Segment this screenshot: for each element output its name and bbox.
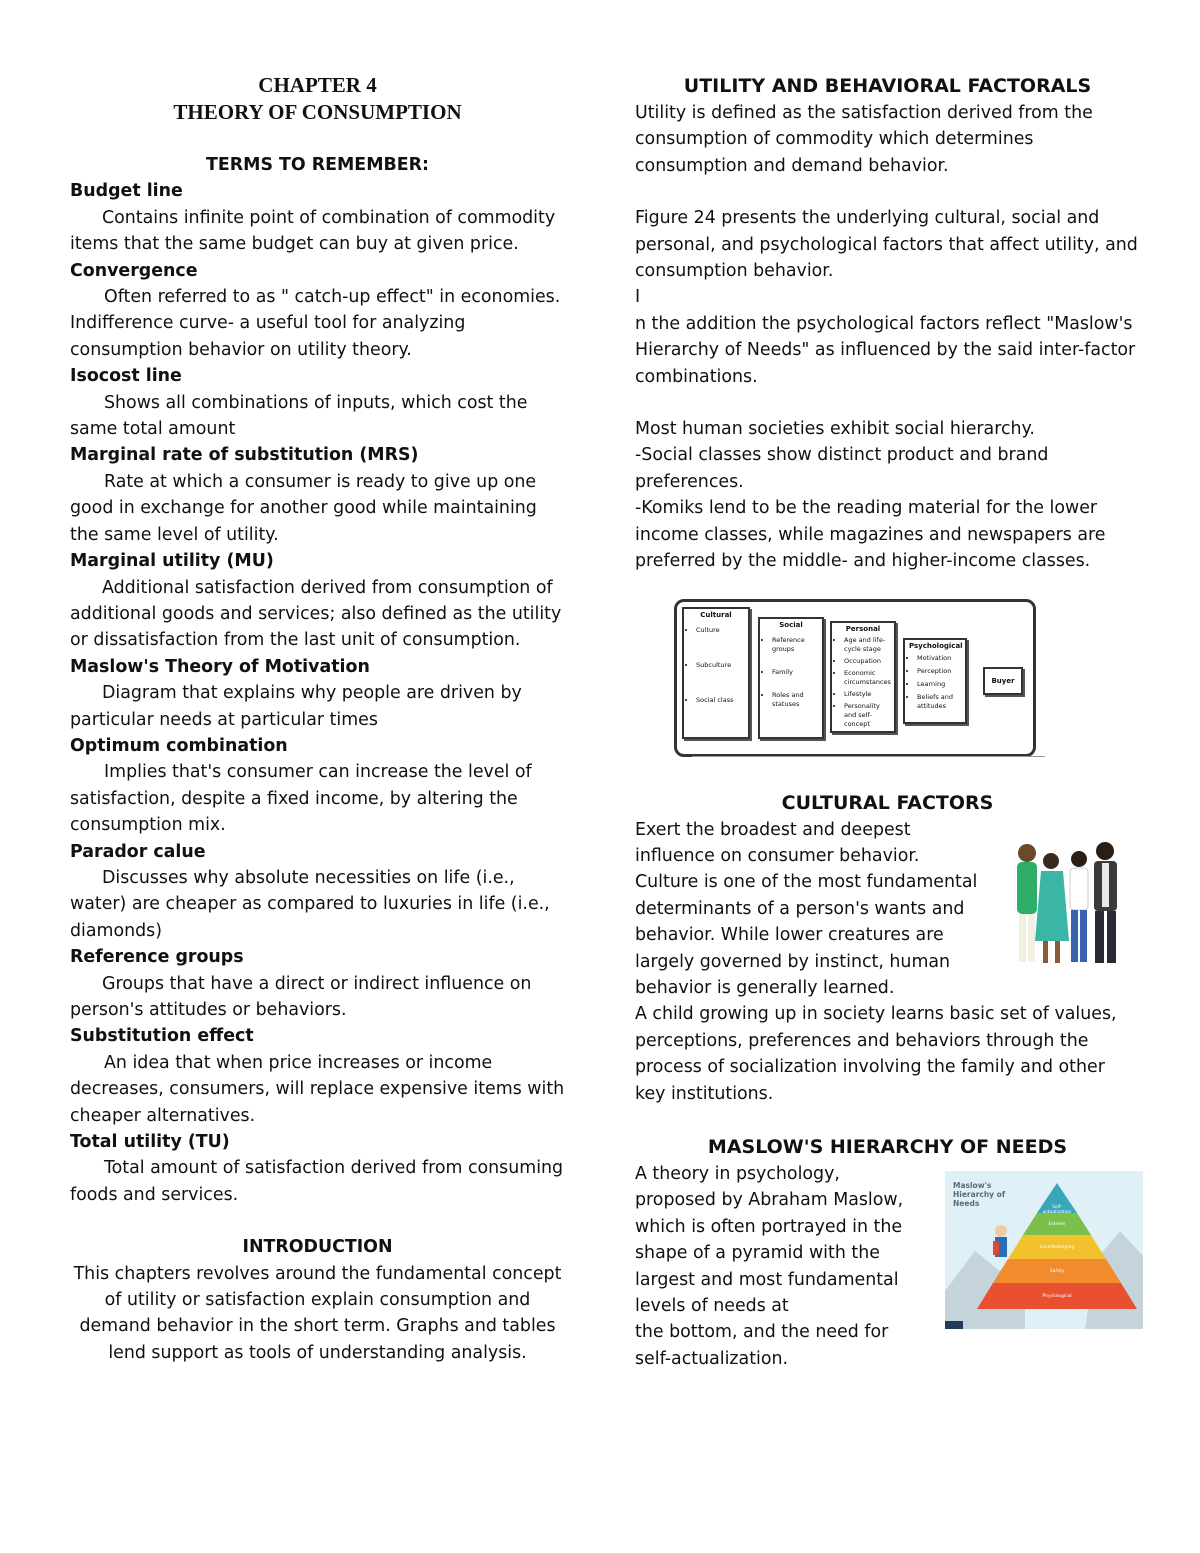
term-isocost-line: Isocost line	[70, 366, 182, 387]
indifference-curve-text: Indifference curve- a useful tool for analyzing consumption behavior on utility theory.	[70, 313, 466, 360]
social-item: • Roles and statuses	[772, 691, 818, 709]
cultural-paragraph-3: A child growing up in society learns basic set of values, perceptions, preferences and behaviors through the process of socialization involving the family and other key institutions.	[635, 1004, 1117, 1104]
utility-paragraph-1: Utility is defined as the satisfaction derived from the consumption of commodity which determines consumption and demand behavior.	[635, 103, 1093, 176]
psychological-item: • Beliefs and attitudes	[917, 693, 961, 711]
chapter-number: CHAPTER 4	[258, 73, 377, 97]
buyer-box-label: Buyer	[991, 676, 1015, 685]
maslow-paragraph-2: the bottom, and the need for self-actualization.	[635, 1322, 889, 1369]
terms-heading: TERMS TO REMEMBER:	[206, 155, 429, 175]
figure-baseline	[692, 756, 1045, 757]
figure-24-diagram	[670, 593, 1045, 763]
psychological-box-title: Psychological	[909, 641, 963, 650]
def-reference-groups: Groups that have a direct or indirect influence on person's attitudes or behaviors.	[70, 973, 532, 1020]
social-box-title: Social	[779, 620, 803, 629]
maslow-level-label: Safety	[1049, 1268, 1065, 1274]
term-convergence: Convergence	[70, 260, 198, 281]
introduction-heading: INTRODUCTION	[242, 1237, 393, 1258]
term-mu: Marginal utility (MU)	[70, 551, 274, 572]
maslow-pyramid-image	[945, 1171, 1143, 1329]
cultural-item: • Culture	[696, 626, 744, 635]
def-total-utility: Total amount of satisfaction derived from consuming foods and services.	[70, 1158, 564, 1205]
term-parador-calue: Parador calue	[70, 841, 206, 862]
chapter-title: THEORY OF CONSUMPTION	[173, 100, 462, 124]
maslow-paragraph: A theory in psychology, proposed by Abraham Maslow, which is often portrayed in the shape of a pyramid with the largest and most fundamental levels of needs at	[635, 1163, 904, 1316]
term-total-utility: Total utility (TU)	[70, 1132, 230, 1153]
people-illustration	[1005, 831, 1125, 971]
def-mu: Additional satisfaction derived from consumption of additional goods and services; also defined as the utility or dissatisfaction from the last unit of consumption.	[70, 577, 562, 651]
cultural-box-title: Cultural	[700, 610, 732, 619]
term-mrs: Marginal rate of substitution (MRS)	[70, 445, 419, 466]
social-item: • Family	[772, 668, 818, 677]
personal-item: • Personality and self-concept	[844, 702, 890, 729]
cultural-factors-heading: CULTURAL FACTORS	[781, 791, 994, 814]
utility-heading: UTILITY AND BEHAVIORAL FACTORALS	[683, 75, 1092, 97]
utility-paragraph-2: Figure 24 presents the underlying cultural, social and personal, and psychological factors that affect utility, and consumption behavior.	[635, 208, 1138, 282]
psychological-item: • Learning	[917, 680, 961, 689]
cultural-item: • Social class	[696, 696, 744, 705]
psychological-box	[903, 638, 967, 724]
buyer-box	[983, 667, 1023, 695]
maslow-level-label: Physiological	[1042, 1293, 1072, 1299]
cultural-factors-section	[635, 817, 1140, 1107]
def-budget-line: Contains infinite point of combination of commodity items that the same budget can buy at given price.	[70, 207, 556, 255]
utility-paragraph-3: n the addition the psychological factors reflect "Maslow's Hierarchy of Needs" as influenced by the said inter-factor combinations.	[635, 313, 1136, 387]
cultural-paragraph-1: Exert the broadest and deepest influence on consumer behavior.	[635, 819, 920, 866]
personal-item: • Occupation	[844, 657, 890, 666]
maslow-pyramid-graphic	[945, 1171, 1143, 1329]
personal-item: • Economic circumstances	[844, 669, 890, 687]
def-mrs: Rate at which a consumer is ready to give up one good in exchange for another good while maintaining the same level of utility.	[70, 471, 537, 545]
personal-box-title: Personal	[845, 624, 881, 633]
maslow-level-label: Love/Belonging	[1039, 1244, 1075, 1250]
cultural-item: • Subculture	[696, 661, 744, 670]
utility-paragraph-4: Most human societies exhibit social hierarchy.	[635, 419, 1035, 440]
term-reference-groups: Reference groups	[70, 947, 244, 968]
maslow-image-title: Maslow's Hierarchy of Needs	[953, 1180, 1006, 1208]
utility-paragraph-5: -Social classes show distinct product and brand preferences.	[635, 445, 1049, 492]
social-box	[758, 617, 824, 739]
left-column	[70, 72, 565, 1366]
def-parador-calue: Discusses why absolute necessities on life (i.e., water) are cheaper as compared to luxuries in life (i.e., diamonds)	[70, 867, 550, 941]
def-substitution-effect: An idea that when price increases or income decreases, consumers, will replace expensive items with cheaper alternatives.	[70, 1052, 565, 1126]
utility-stray-letter: I	[635, 287, 641, 308]
utility-paragraph-6: -Komiks lend to be the reading material for the lower income classes, while magazines and newspapers are preferred by the middle- and higher-income classes.	[635, 498, 1106, 572]
term-substitution-effect: Substitution effect	[70, 1026, 254, 1047]
personal-box	[830, 621, 896, 733]
def-isocost-line: Shows all combinations of inputs, which cost the same total amount	[70, 392, 528, 440]
def-convergence: Often referred to as " catch-up effect" in economies.	[104, 287, 561, 308]
cultural-box	[682, 607, 750, 739]
social-item: • Reference groups	[772, 636, 818, 654]
psychological-item: • Perception	[917, 667, 961, 676]
personal-item: • Lifestyle	[844, 690, 890, 699]
maslow-level-label: Esteem	[1048, 1221, 1066, 1227]
cultural-paragraph-2: Culture is one of the most fundamental determinants of a person's wants and behavior. While lower creatures are largely governed by instinct, human behavior is generally learned.	[635, 872, 978, 998]
maslow-section	[635, 1161, 1140, 1372]
psychological-item: • Motivation	[917, 654, 961, 663]
maslow-heading: MASLOW'S HIERARCHY OF NEEDS	[707, 1135, 1068, 1158]
personal-item: • Age and life-cycle stage	[844, 636, 890, 654]
def-optimum-combination: Implies that's consumer can increase the level of satisfaction, despite a fixed income, by altering the consumption mix.	[70, 762, 532, 836]
right-column	[635, 72, 1140, 1372]
term-maslow-motivation: Maslow's Theory of Motivation	[70, 656, 370, 677]
def-maslow-motivation: Diagram that explains why people are driven by particular needs at particular times	[70, 683, 522, 730]
maslow-level-label: Self-actualization	[1042, 1204, 1072, 1215]
term-budget-line: Budget line	[70, 181, 183, 202]
introduction-text: This chapters revolves around the fundamental concept of utility or satisfaction explain consumption and demand behavior in the short term. Graphs and tables lend support as tools of understanding analysis.	[73, 1263, 562, 1363]
term-optimum-combination: Optimum combination	[70, 735, 288, 756]
